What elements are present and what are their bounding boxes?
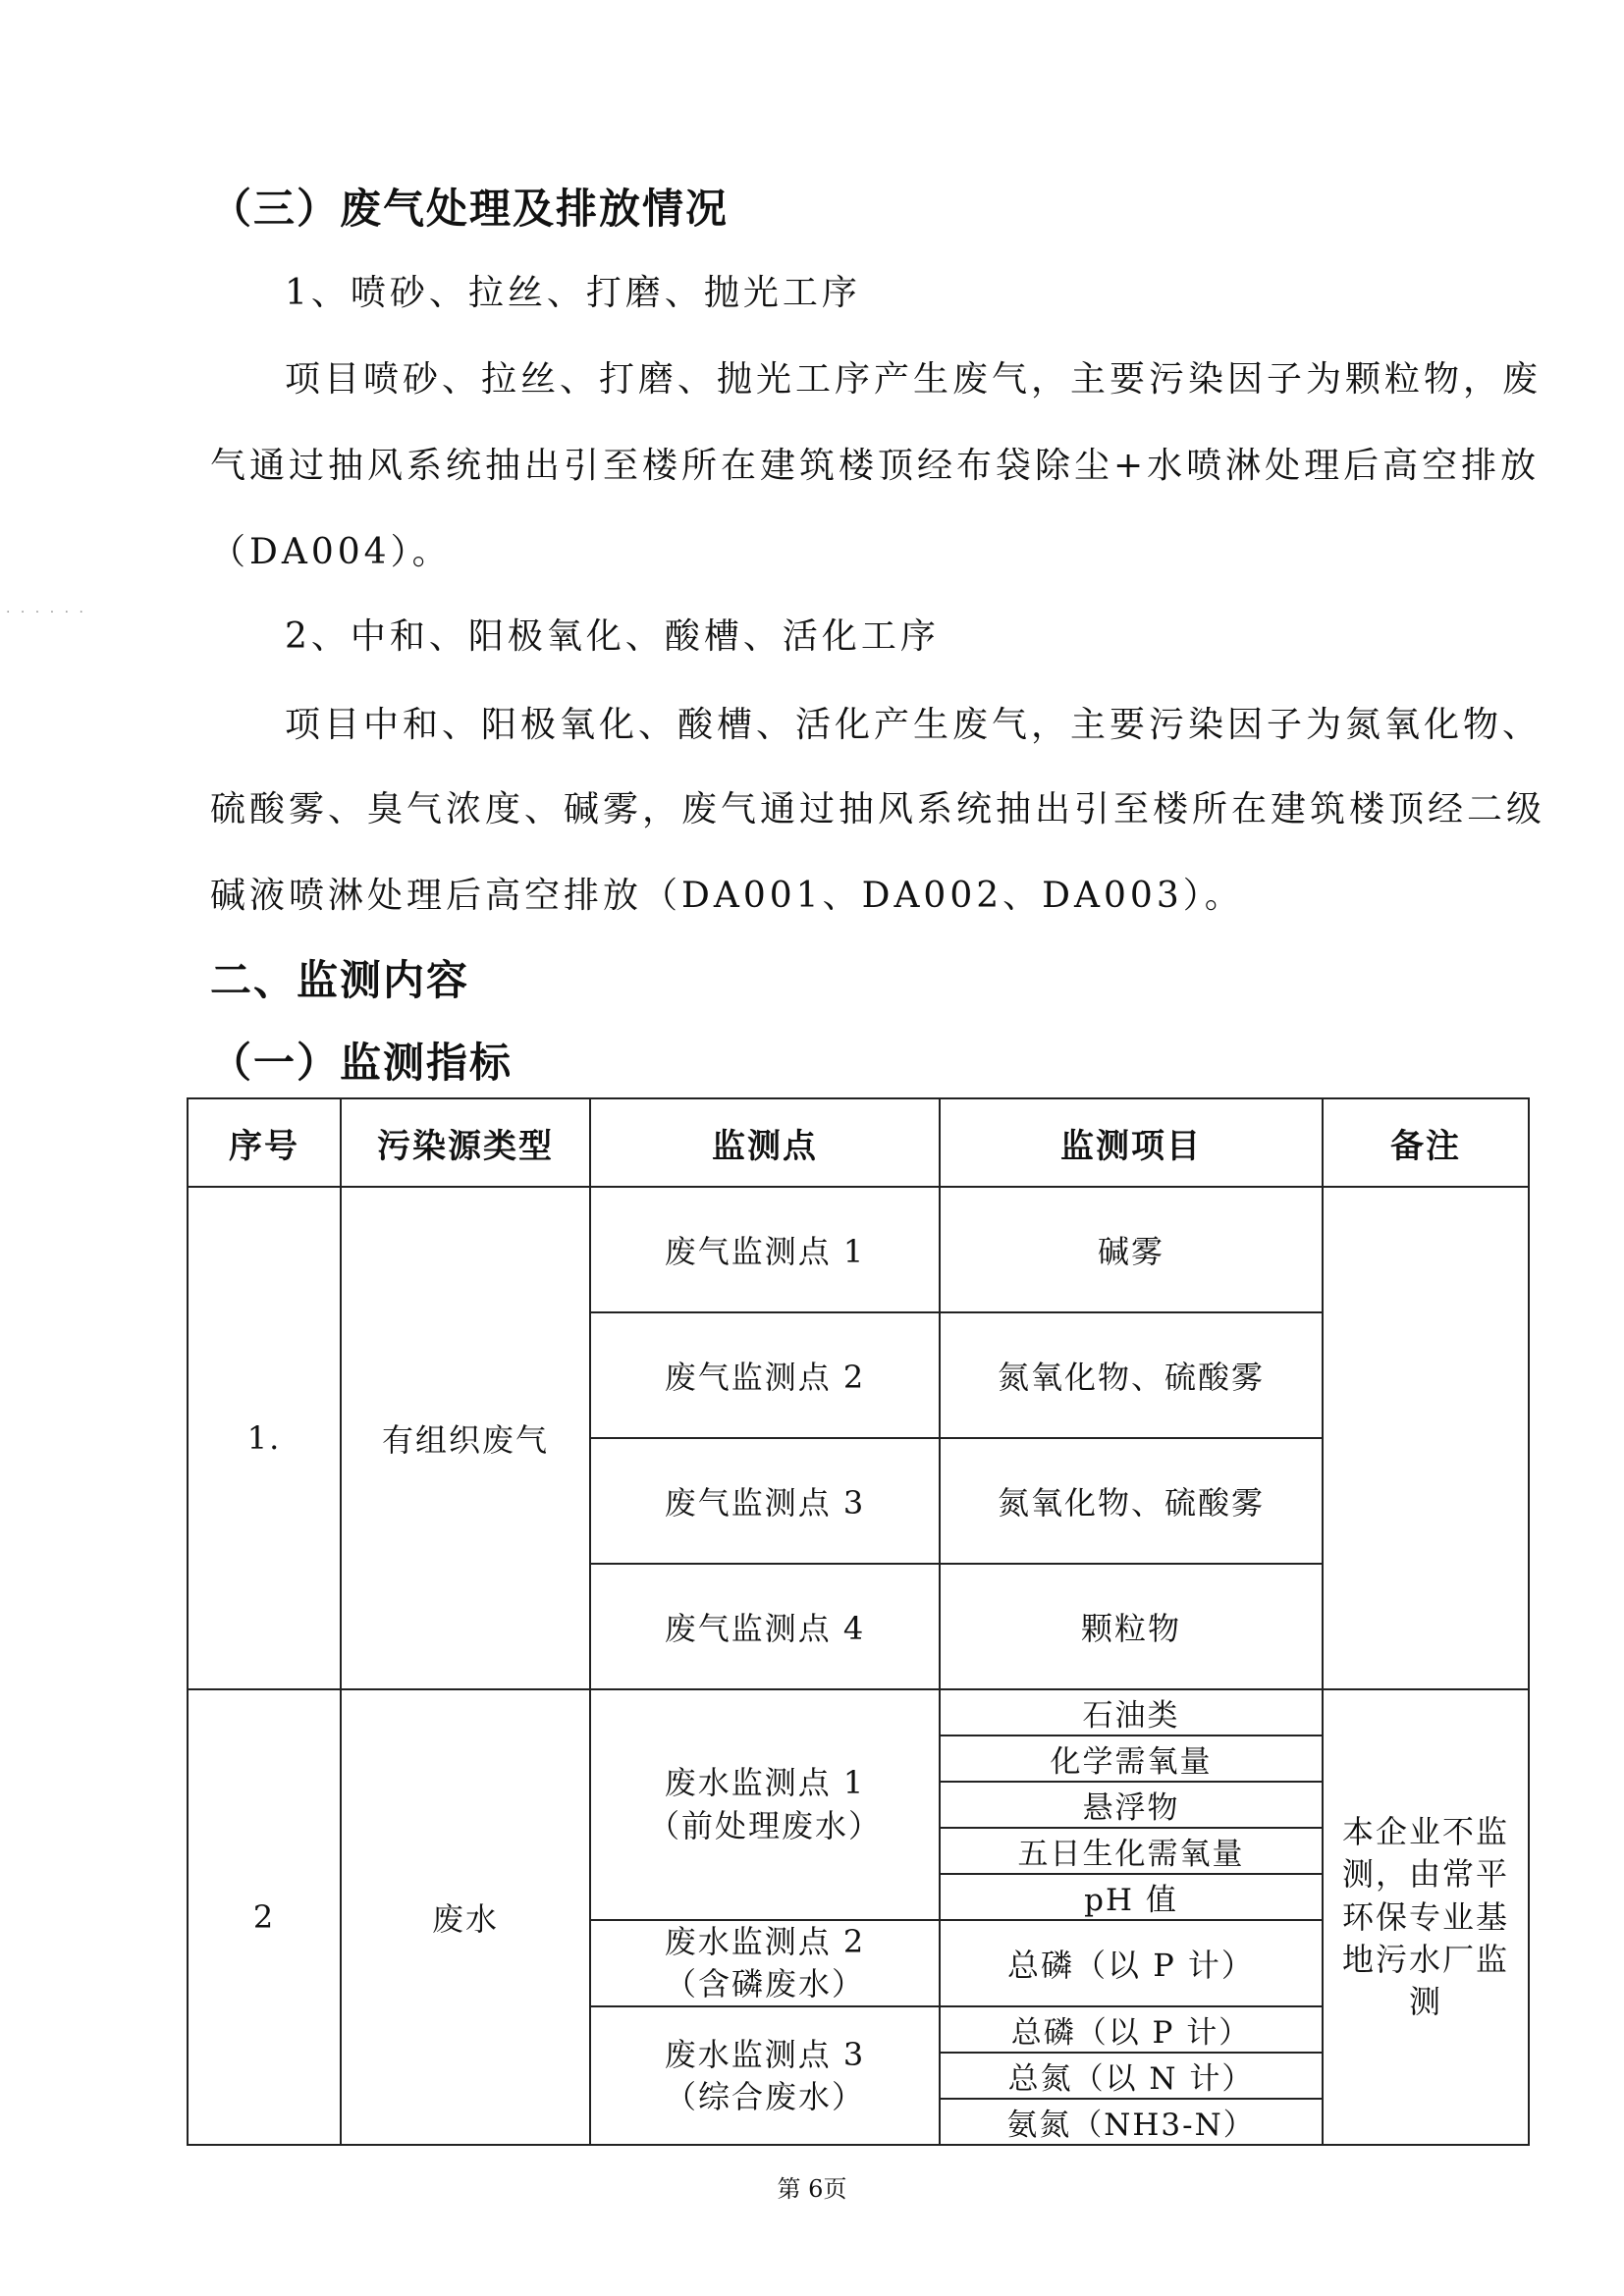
ww-point-2-name: 废水监测点 2 [664, 1923, 866, 1960]
item2-title: 2、中和、阳极氧化、酸槽、活化工序 [285, 616, 940, 657]
item1-title: 1、喷砂、拉丝、打磨、抛光工序 [285, 273, 861, 313]
group1-type: 有组织废气 [341, 1187, 590, 1689]
header-note: 备注 [1323, 1098, 1529, 1187]
item1-line-1: 项目喷砂、拉丝、打磨、抛光工序产生废气，主要污染因子为颗粒物，废 [285, 359, 1543, 400]
ww-point-3-item-list [941, 2007, 1322, 2144]
part2-subtitle: （一）监测指标 [210, 1039, 514, 1087]
gas-item-4: 颗粒物 [940, 1564, 1323, 1689]
ww-point-1 [590, 1689, 940, 1920]
group1-no: 1. [188, 1187, 341, 1689]
ww-item: 总磷（以 P 计） [940, 1920, 1323, 2006]
ww-point-1-items [940, 1689, 1323, 1920]
ww-item: 氨氮（NH3-N） [1006, 2108, 1256, 2144]
ww-point-1-name: 废水监测点 1 [664, 1764, 866, 1802]
margin-marks: · · · · · · [6, 605, 86, 620]
ww-point-2 [590, 1920, 940, 2006]
gas-item-1: 碱雾 [940, 1187, 1323, 1312]
gas-point-3: 废气监测点 3 [590, 1438, 940, 1564]
header-item: 监测项目 [940, 1098, 1323, 1187]
table-header-row [188, 1098, 1529, 1187]
item1-line-2: 气通过抽风系统抽出引至楼所在建筑楼顶经布袋除尘+水喷淋处理后高空排放 [210, 446, 1541, 486]
ww-item: 石油类 [941, 1690, 1322, 1736]
ww-item: 总氮（以 N 计） [941, 2054, 1322, 2100]
gas-point-1: 废气监测点 1 [590, 1187, 940, 1312]
ww-item: 化学需氧量 [941, 1736, 1322, 1783]
group1-note [1323, 1187, 1529, 1689]
group2-no: 2 [188, 1689, 341, 2145]
item2-line-1: 项目中和、阳极氧化、酸槽、活化产生废气，主要污染因子为氮氧化物、 [285, 705, 1543, 745]
ww-point-3-items [940, 2006, 1323, 2145]
ww-point-3-name: 废水监测点 3 [664, 2035, 866, 2073]
item2-line-2: 硫酸雾、臭气浓度、碱雾，废气通过抽风系统抽出引至楼所在建筑楼顶经二级 [210, 789, 1546, 829]
group2-type: 废水 [341, 1689, 590, 2145]
ww-point-2-desc: （含磷废水） [664, 1965, 865, 2003]
ww-point-3 [590, 2006, 940, 2145]
table-row [188, 1689, 1529, 1920]
part2-title: 二、监测内容 [210, 956, 470, 1004]
gas-item-2: 氮氧化物、硫酸雾 [940, 1312, 1323, 1438]
ww-point-3-desc: （综合废水） [664, 2077, 865, 2115]
item2-line-3: 碱液喷淋处理后高空排放（DA001、DA002、DA003）。 [210, 876, 1244, 916]
monitoring-table [187, 1097, 1530, 2146]
page-number: 第 6页 [777, 2175, 847, 2203]
ww-item: 悬浮物 [941, 1783, 1322, 1829]
gas-item-3: 氮氧化物、硫酸雾 [940, 1438, 1323, 1564]
ww-point-1-desc: （前处理废水） [647, 1806, 882, 1844]
group2-note: 本企业不监测，由常平环保专业基地污水厂监测 [1323, 1689, 1529, 2145]
section-title-exhaust: （三）废气处理及排放情况 [210, 185, 730, 233]
header-source-type: 污染源类型 [341, 1098, 590, 1187]
ww-item: 五日生化需氧量 [941, 1829, 1322, 1875]
ww-point-1-item-list [941, 1690, 1322, 1919]
table-row [188, 1187, 1529, 1312]
gas-point-2: 废气监测点 2 [590, 1312, 940, 1438]
ww-item: 总磷（以 P 计） [941, 2007, 1322, 2054]
gas-point-4: 废气监测点 4 [590, 1564, 940, 1689]
header-no: 序号 [188, 1098, 341, 1187]
ww-item: pH 值 [1084, 1883, 1178, 1918]
item1-line-3: （DA004）。 [210, 532, 452, 572]
header-point: 监测点 [590, 1098, 940, 1187]
